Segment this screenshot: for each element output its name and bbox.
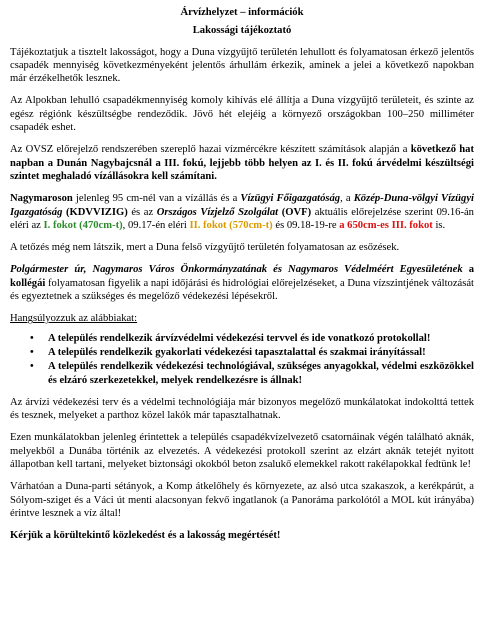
paragraph-affected-areas: Várhatóan a Duna-parti sétányok, a Komp átkelőhely és környezete, az alsó utca szakaszok, a kerékpárút, a Sólyom-sziget és a Váci út menti alacsonyan fekvő ingatlanok (a Panoráma parkolótól a MOL kút irányába) érintve lesznek a víz által! — [10, 481, 474, 519]
paragraph-forecast — [10, 143, 474, 183]
paragraph-alps: Az Alpokban lehulló csapadékmennyiség komoly kihívás elé állítja a Duna vízgyűjtő területeit, és szinte az egész régiónk készültségbe rendeződik. Jövő hét elejéig a környező országokban 100–250 milliméter csapadék eshet. — [10, 95, 474, 134]
nagymaros-text-5: , 09.17-én eléri — [122, 219, 190, 231]
list-item — [30, 346, 474, 359]
document-subtitle: Lakossági tájékoztató — [192, 25, 292, 37]
forecast-bold: következő hat napban a Dunán Nagybajcsnál a III. fokú, lejjebb több helyen az I. és II. fokú árvédelmi készültségi szintet meghaladó vízállásokra kell számítani. — [10, 144, 474, 182]
nagymaros-text-1: jelenleg 95 cm-nél van a vízállás és a — [72, 193, 241, 205]
mayor-text: folyamatosan figyelik a napi időjárási és hidrológiai előrejelzéseket, a Duna vízszintjének változását és egyeztetnek a szükséges és megelőző védekezési lépésekről. — [10, 277, 474, 303]
emphasis-list — [10, 332, 474, 387]
nagymaros-text-6: és 09.18-19-re — [272, 219, 340, 231]
place-name: Nagymaroson — [10, 193, 73, 205]
bullet-icon: • — [30, 346, 34, 358]
mayor-bold-italic: Polgármester úr, Nagymaros Város Önkormányzatának és Nagymaros Védelméért Egyesületének — [10, 264, 463, 276]
paragraph-mayor — [10, 263, 474, 303]
org-kdvvizig: Közép-Duna-völgyi Vízügyi Igazgatóság — [10, 193, 474, 218]
paragraph-plan: Az árvízi védekezési terv és a védelmi technológiája már bizonyos megelőző munkálatokat indokolttá tettek és tesznek, melyeket a parthoz közel lakók már tapasztalhatnak. — [10, 396, 474, 422]
nagymaros-text-2: , a — [340, 193, 354, 205]
paragraph-peak: A tetőzés még nem látszik, mert a Duna felső vízgyűjtő területén folyamatosan az esőzések. — [10, 242, 400, 254]
org-vizugyi-fo: Vízügyi Főigazgatóság — [240, 193, 341, 205]
forecast-text: Az OVSZ előrejelző rendszerében szereplő hazai vízmércékre készített számítások alapján a — [10, 144, 411, 156]
level-3-badge: a 650cm-es III. fokot — [339, 219, 433, 231]
nagymaros-text-3: és az — [127, 206, 157, 218]
nagymaros-text-4: aktuális előrejelzése szerint 09.16-án eléri az — [10, 206, 474, 231]
paragraph-nagymaros — [10, 192, 474, 232]
paragraph-works: Ezen munkálatokban jelenleg érintettek a település csapadékvízelvezető csatornáinak végén található aknák, melyekből a Dunába történik az elvezetés. A védekezési protokoll szerint az elzárt aknák tetejét nyitott állapotban kell tartani, melyeket biztonsági okokból beton zsalukő elemekkel rakott rakélapokkal fedtünk le! — [10, 432, 474, 471]
emphasis-heading: Hangsúlyozzuk az alábbiakat: — [10, 313, 138, 325]
mayor-bold: a kollégái — [10, 264, 474, 289]
list-item — [30, 360, 474, 387]
list-item-text: A település rendelkezik gyakorlati védekezési tapasztalattal és szakmai irányítással! — [48, 346, 426, 358]
paragraph-intro: Tájékoztatjuk a tisztelt lakosságot, hogy a Duna vízgyűjtő területén lehullott és folyamatosan érkező jelentős csapadék mennyiség következményeként jelentős árhullám érkezik, aminek a jelei a következő napokban már érzékelhetők lesznek. — [10, 46, 474, 85]
nagymaros-text-7: is. — [432, 219, 446, 231]
bullet-icon: • — [30, 361, 34, 373]
closing-line: Kérjük a körültekintő közlekedést és a lakosság megértését! — [10, 530, 281, 542]
bullet-icon: • — [30, 332, 34, 344]
org-kdvvizig-abbr: (KDVVIZIG) — [62, 206, 128, 218]
org-ovf: Országos Vízjelző Szolgálat — [156, 206, 279, 218]
level-1-badge: I. fokot (470cm-t) — [43, 219, 123, 231]
level-2-badge: II. fokot (570cm-t) — [189, 219, 273, 231]
document-title: Árvízhelyzet – információk — [180, 7, 304, 18]
list-item — [30, 332, 474, 345]
list-item-text: A település rendelkezik védekezési technológiával, szükséges anyagokkal, védelmi eszközökkel és elzáró szerkezetekkel, melyek rendelkezésre is állnak! — [48, 361, 474, 386]
list-item-text: A település rendelkezik árvízvédelmi védekezési tervvel és ide vonatkozó protokollal! — [48, 332, 431, 344]
org-ovf-abbr: (OVF) — [278, 206, 312, 218]
